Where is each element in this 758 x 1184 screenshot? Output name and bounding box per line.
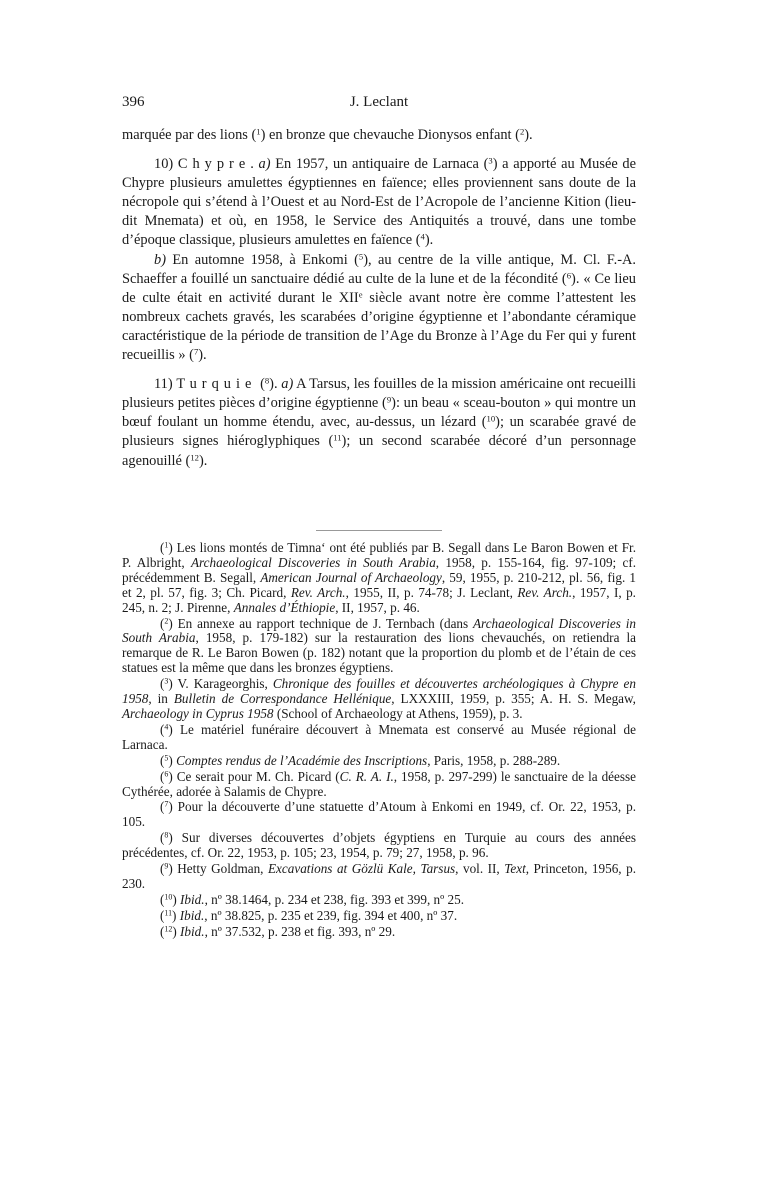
footnote-separator (316, 530, 442, 531)
footnote-ref: 1 (256, 126, 261, 137)
section-heading-turquie: Turquie (176, 376, 257, 393)
main-text (122, 126, 636, 471)
footnote-8: ($^8$) Sur diverses découvertes d’objets égyptiens en Turquie au cours des années précédentes, cf. Or. 22, 1953, p. 105; 23, 1954, p. 79; 27, 1958, p. 96. (122, 830, 636, 861)
footnote-7: ($^7$) Pour la découverte d’une statuette d’Atoum à Enkomi en 1949, cf. Or. 22, 1953, p. 105. (122, 799, 636, 830)
footnote-5: ($^5$) Comptes rendus de l’Académie des Inscriptions, Paris, 1958, p. 288-289. (160, 752, 561, 768)
footnote-3: ($^3$) V. Karageorghis, Chronique des fouilles et découvertes archéologiques à Chypre en 1958, in Bulletin de Correspondance Hellénique, LXXXIII, 1959, p. 355; A. H. S. Megaw, Archaeology in Cyprus 1958 (School of Archaeology at Athens, 1959), p. 3. (122, 676, 636, 721)
paragraph-turquie: 11) Turquie ($^8$). a) A Tarsus, les fouilles de la mission américaine ont recueilli plusieurs petites pièces d’origine égyptienne ($^9$): un beau « sceau-bouton » qui montre un bœuf foulant un homme étendu, avec, au-dessus, un lézard ($^{10}$); un scarabée gravé de plusieurs signes hiéroglyphiques ($^{11}$); un second scarabée décoré d’un personnage agenouillé ($^{12}$). (122, 375, 636, 469)
footnote-ref: 11 (333, 432, 342, 443)
paragraph-enkomi: b) En automne 1958, à Enkomi ($^5$), au centre de la ville antique, M. Cl. F.-A. Schaeffer a fouillé un sanctuaire dédié au culte de la lune et de la fécondité ($^6$). « Ce lieu de culte était en activité durant le XIIe siècle avant notre ère comme l’attestent les nombreux cachets gravés, les scarabées d’origine égyptienne et l’abondante céramique caractéristique de la période de transition de l’Age du Bronze à l’Age du Fer qui y furent recueillis » ($^7$). (122, 250, 637, 364)
footnote-1: ($^1$) Les lions montés de Timna‘ ont été publiés par B. Segall dans Le Baron Bowen et Fr. P. Albright, Archaeological Discoveries in South Arabia, 1958, p. 155-164, fig. 97-109; cf. précédemment B. Segall, American Journal of Archaeology, 59, 1955, p. 210-212, pl. 56, fig. 1 et 2, pl. 57, fig. 3; Ch. Picard, Rev. Arch., 1955, II, p. 74-78; J. Leclant, Rev. Arch., 1957, I, p. 245, n. 2; J. Pirenne, Annales d’Éthiopie, II, 1957, p. 46. (122, 540, 637, 615)
footnote-12: ($^{12}$) Ibid., nº 37.532, p. 238 et fig. 393, nº 29. (160, 923, 396, 939)
footnote-ref: 12 (190, 451, 199, 462)
footnote-ref: 3 (488, 155, 493, 166)
paragraph-chypre: 10) Chypre. a) En 1957, un antiquaire de Larnaca ($^3$) a apporté au Musée de Chypre plusieurs amulettes égyptiennes en faïence; elles proviennent sans doute de la nécropole qui s’étend à l’Ouest et au Nord-Est de l’Acropole de l’ancienne Kition (lieu-dit Mnemata) et où, en 1958, le Service des Antiquités a trouvé, dans une tombe d’époque classique, plusieurs amulettes en faïence ($^4$). (122, 155, 636, 249)
footnote-9: ($^9$) Hetty Goldman, Excavations at Gözlü Kale, Tarsus, vol. II, Text, Princeton, 1956, p. 230. (122, 861, 636, 891)
footnote-ref: 9 (386, 394, 392, 405)
footnote-ref: 6 (566, 269, 572, 280)
footnote-ref: 8 (264, 375, 270, 386)
footnote-ref: 4 (420, 231, 425, 242)
page-number: 396 (122, 94, 145, 110)
section-heading-chypre: Chypre (177, 156, 251, 173)
footnote-ref: 2 (519, 126, 525, 137)
footnote-6: ($^6$) Ce serait pour M. Ch. Picard (C. R. A. I., 1958, p. 297-299) le sanctuaire de la déesse Cythérée, adorée à Salamis de Chypre. (122, 768, 637, 799)
footnote-2: ($^2$) En annexe au rapport technique de J. Ternbach (dans Archaeological Discoveries in South Arabia, 1958, p. 179-182) sur la restauration des lions chevauchés, on retiendra la remarque de R. Le Baron Bowen (p. 182) notant que la proportion du plomb et de l’étain de ces statues est la même que dans les bronzes égyptiens. (122, 615, 636, 676)
footnote-ref: 10 (486, 413, 496, 424)
running-header (122, 94, 636, 116)
footnotes (122, 541, 636, 941)
footnote-11: ($^{11}$) Ibid., nº 38.825, p. 235 et 239, fig. 394 et 400, nº 37. (160, 907, 458, 923)
footnote-4: ($^4$) Le matériel funéraire découvert à Mnemata est conservé au Musée régional de Larnaca. (122, 721, 636, 752)
running-head-author: J. Leclant (349, 94, 409, 110)
footnote-ref: 7 (193, 346, 199, 357)
footnote-10: ($^{10}$) Ibid., nº 38.1464, p. 234 et 238, fig. 393 et 399, nº 25. (160, 891, 465, 907)
paragraph-lions-continuation: marquée par des lions ($^1$) en bronze que chevauche Dionysos enfant ($^2$). (122, 126, 533, 143)
footnote-ref: 5 (358, 250, 364, 261)
